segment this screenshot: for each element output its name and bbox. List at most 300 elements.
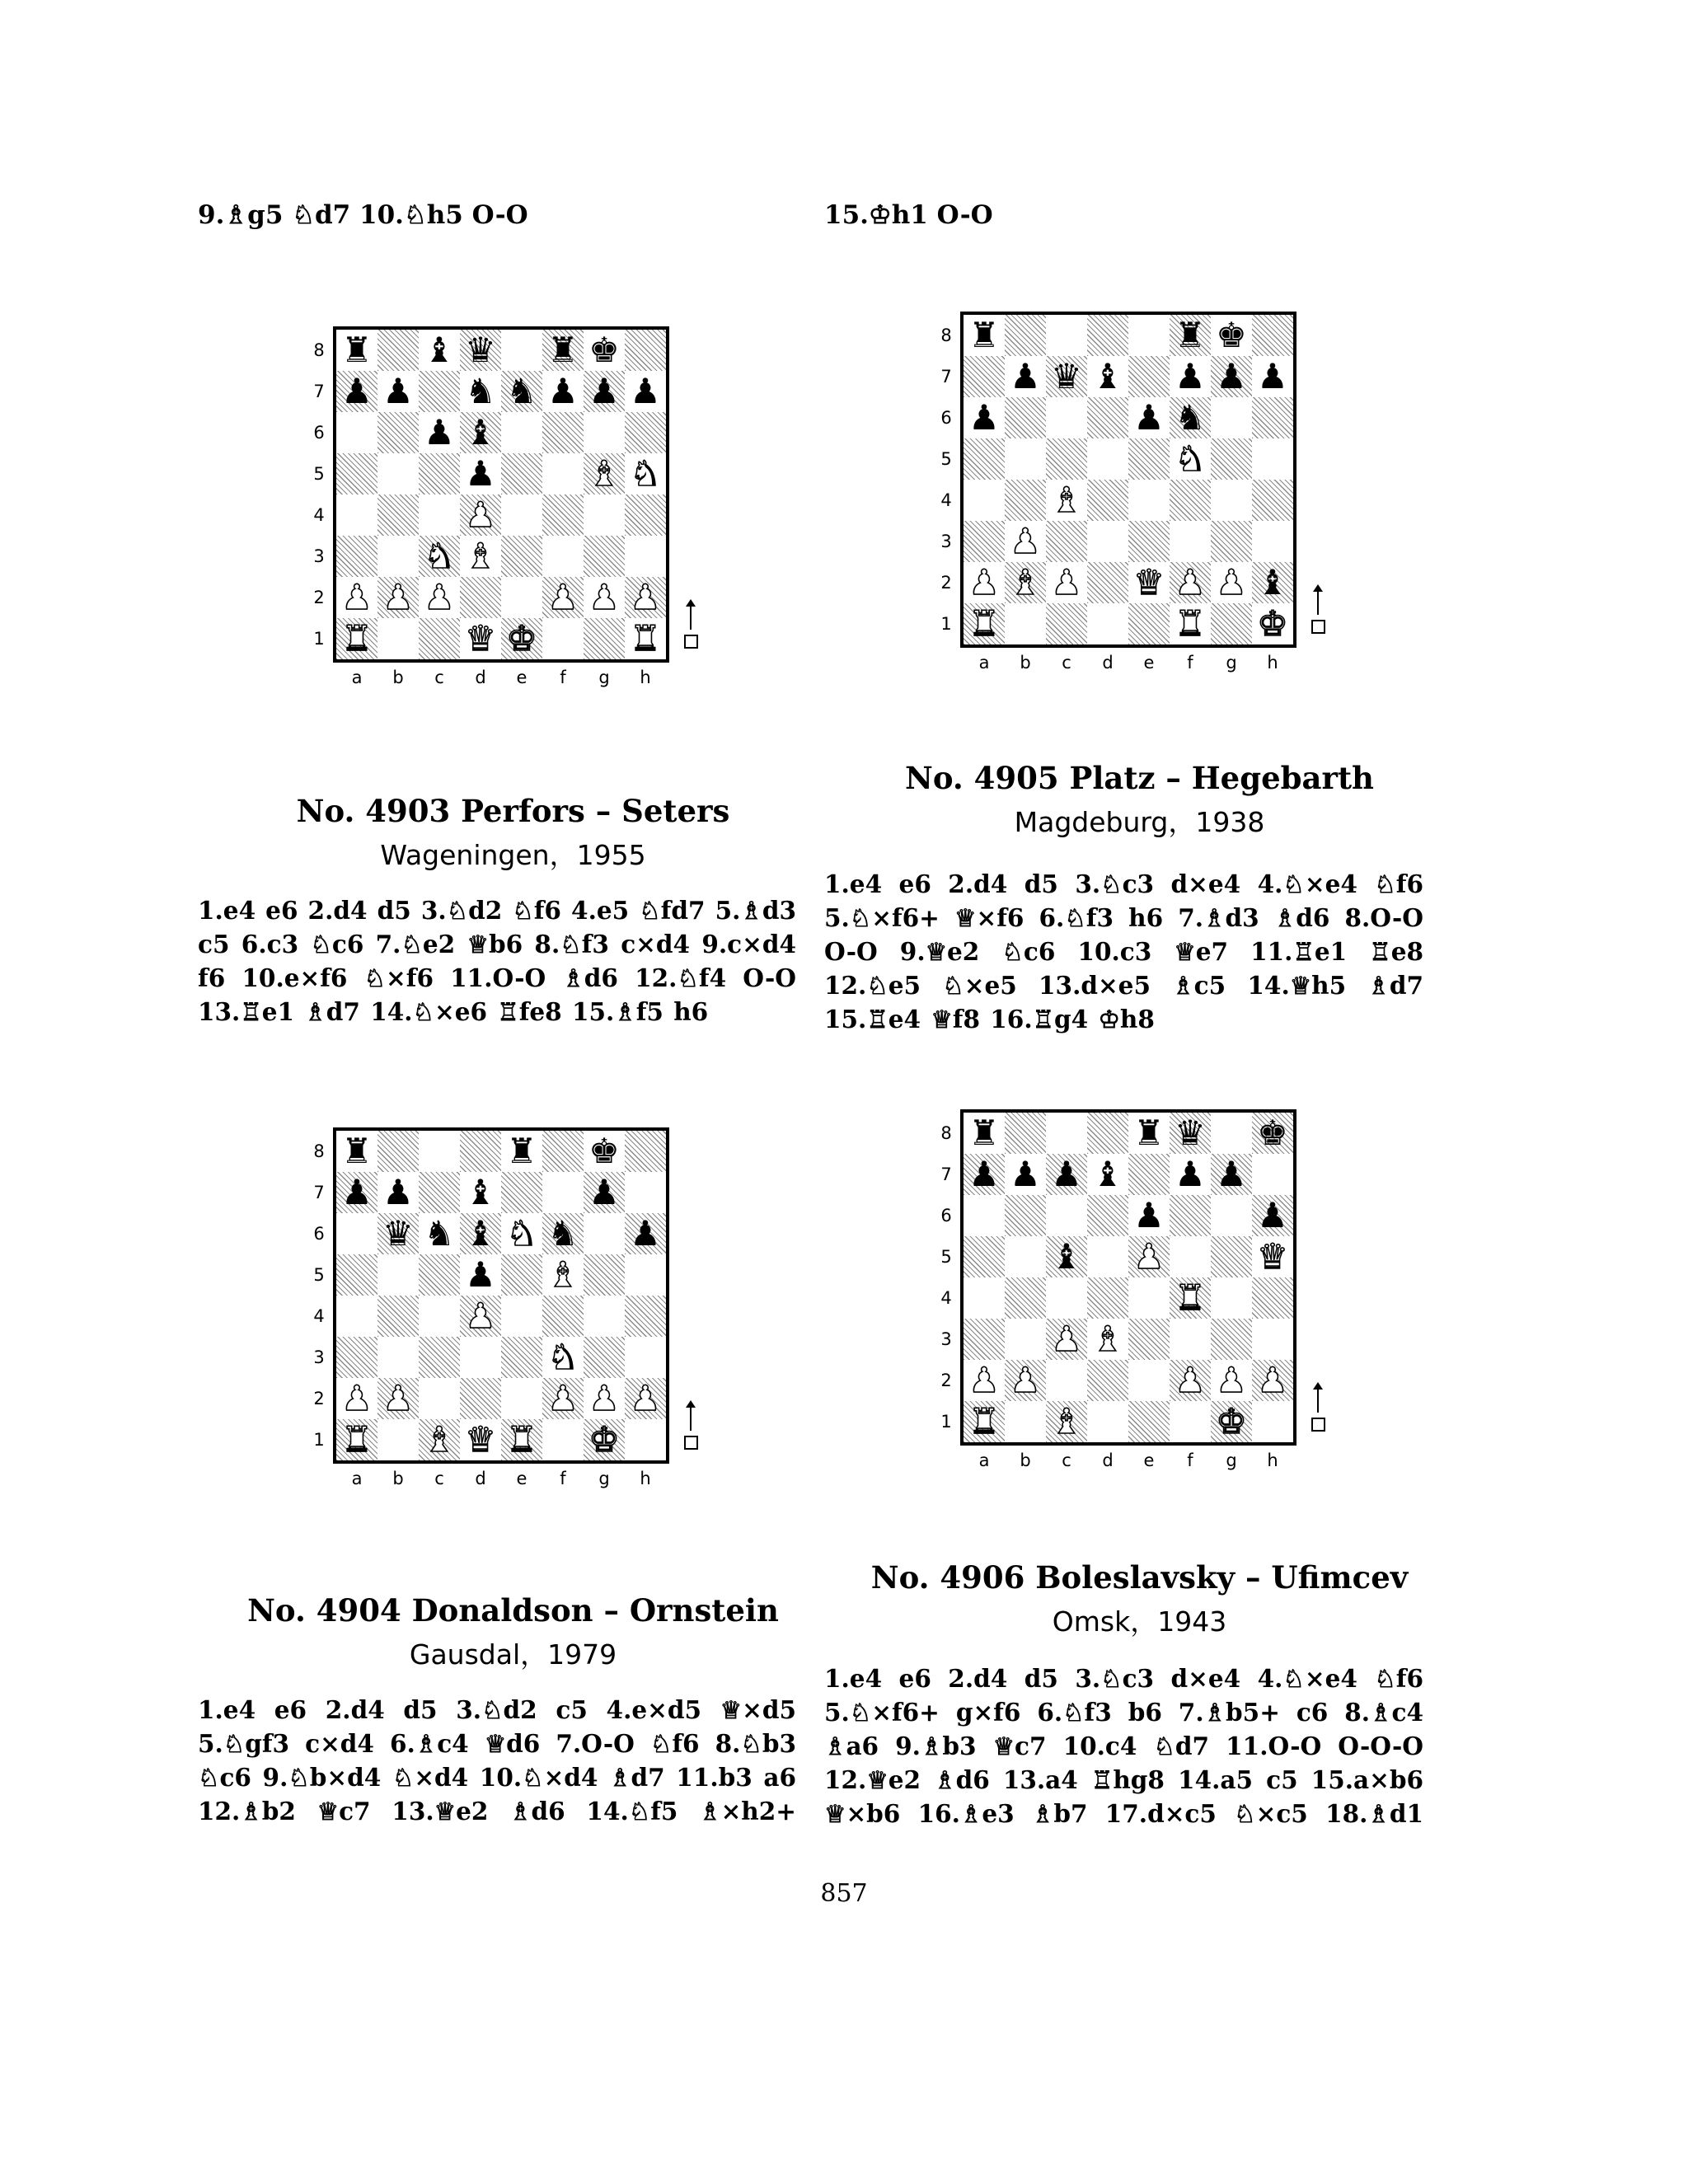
square-d1 [460,1419,501,1460]
square-c7 [1046,1154,1087,1195]
white-queen-icon: ♛ [1257,1236,1288,1277]
square-a4 [964,480,1005,521]
game-title-4905: No. 4905 Platz – Hegebarth [905,760,1374,796]
square-b5 [377,453,419,494]
square-e1 [1128,1401,1170,1442]
black-pawn-icon: ♟ [968,1154,1000,1194]
square-b3 [1005,521,1046,562]
white-rook-icon: ♜ [968,603,1000,644]
file-label: g [1226,653,1237,673]
black-pawn-icon: ♟ [1257,356,1288,396]
square-f3 [1170,1319,1211,1360]
square-f7 [1170,1154,1211,1195]
square-a4 [964,1277,1005,1319]
square-b7 [377,371,419,412]
game-event-4905: Magdeburg，1938 [1014,806,1265,838]
square-b4 [377,1296,419,1337]
black-knight-icon: ♞ [1175,397,1206,438]
square-f7 [542,371,584,412]
black-king-icon: ♚ [588,1131,620,1171]
square-f8 [542,330,584,371]
square-c3 [1046,521,1087,562]
square-e6 [1128,1195,1170,1236]
black-king-icon: ♚ [1216,315,1247,355]
square-e5 [501,453,542,494]
square-h8 [1252,315,1293,356]
square-c3 [1046,1319,1087,1360]
square-c5 [419,1254,460,1296]
rank-label: 5 [940,449,952,469]
square-g4 [1211,1277,1252,1319]
square-h3 [1252,521,1293,562]
square-h4 [1252,1277,1293,1319]
black-pawn-icon: ♟ [1175,356,1206,396]
white-queen-icon: ♛ [465,1419,496,1460]
white-knight-icon: ♞ [506,1213,537,1254]
file-label: g [598,668,610,687]
game-moves-4906 [824,1661,1423,1830]
white-pawn-icon: ♟ [547,577,579,617]
rank-label: 3 [940,1329,952,1349]
black-bishop-icon: ♝ [465,412,496,452]
file-label: d [475,668,486,687]
square-h7 [625,1172,666,1213]
black-pawn-icon: ♟ [1133,1195,1165,1235]
square-f8 [1170,1113,1211,1154]
page-number: 857 [820,1879,868,1908]
square-d1 [1087,1401,1128,1442]
moves-line: 12.♕e2 ♗d6 13.a4 ♖hg8 14.a5 c5 15.a×b6 [824,1765,1423,1794]
rank-label: 5 [313,464,325,484]
square-e4 [501,1296,542,1337]
square-c6 [1046,397,1087,438]
white-pawn-icon: ♟ [1175,562,1206,602]
white-pawn-icon: ♟ [465,494,496,535]
white-to-move-icon [1311,1418,1325,1432]
square-b8 [377,330,419,371]
black-king-icon: ♚ [588,330,620,370]
square-e8 [501,330,542,371]
black-rook-icon: ♜ [547,330,579,370]
square-h2 [1252,562,1293,603]
white-pawn-icon: ♟ [1175,1360,1206,1400]
white-to-move-icon [1311,620,1325,634]
chessboard [960,312,1296,648]
file-label: f [560,668,566,687]
square-c4 [419,1296,460,1337]
white-bishop-icon: ♝ [1010,562,1041,602]
black-bishop-icon: ♝ [424,330,455,370]
black-king-icon: ♚ [1257,1113,1288,1153]
moves-line: 5.♘×f6+ ♕×f6 6.♘f3 h6 7.♗d3 ♗d6 8.O-O [824,903,1423,932]
square-f2 [542,577,584,618]
square-g5 [1211,1236,1252,1277]
square-e3 [1128,521,1170,562]
file-label: c [434,668,444,687]
black-pawn-icon: ♟ [547,371,579,411]
black-bishop-icon: ♝ [465,1172,496,1212]
square-a5 [964,1236,1005,1277]
white-pawn-icon: ♟ [968,1360,1000,1400]
square-g4 [584,1296,625,1337]
square-c2 [419,577,460,618]
square-f1 [1170,603,1211,644]
square-h1 [1252,1401,1293,1442]
square-c7 [419,1172,460,1213]
square-a1 [336,618,377,659]
rank-label: 4 [313,1306,325,1326]
square-g8 [1211,1113,1252,1154]
moves-line: 1.e4 e6 2.d4 d5 3.♘c3 d×e4 4.♘×e4 ♘f6 [824,869,1423,898]
black-knight-icon: ♞ [547,1213,579,1254]
square-a7 [336,371,377,412]
file-label: d [1102,1451,1114,1470]
square-e5 [501,1254,542,1296]
moves-line: f6 10.e×f6 ♘×f6 11.O-O ♗d6 12.♘f4 O-O [198,963,796,992]
square-h7 [625,371,666,412]
square-d7 [1087,356,1128,397]
white-bishop-icon: ♝ [1051,480,1082,520]
square-h7 [1252,356,1293,397]
black-pawn-icon: ♟ [382,1172,414,1212]
file-label: e [516,1469,528,1488]
white-knight-icon: ♞ [547,1337,579,1377]
square-e1 [1128,603,1170,644]
file-label: b [392,1469,404,1488]
square-f3 [542,1337,584,1378]
square-e7 [501,1172,542,1213]
square-b6 [1005,1195,1046,1236]
square-a3 [336,536,377,577]
square-b3 [377,536,419,577]
square-d5 [460,1254,501,1296]
square-b1 [1005,603,1046,644]
file-label: e [1143,1451,1155,1470]
square-b2 [377,1378,419,1419]
square-a6 [336,1213,377,1254]
square-c1 [419,1419,460,1460]
white-pawn-icon: ♟ [341,577,373,617]
square-e8 [501,1131,542,1172]
square-a6 [964,397,1005,438]
square-b3 [1005,1319,1046,1360]
white-pawn-icon: ♟ [382,1378,414,1418]
square-c8 [419,330,460,371]
square-g8 [584,1131,625,1172]
square-f6 [1170,1195,1211,1236]
square-g1 [1211,1401,1252,1442]
square-c5 [419,453,460,494]
square-f7 [1170,356,1211,397]
file-label: h [1267,1451,1278,1470]
white-rook-icon: ♜ [341,618,373,658]
rank-label: 7 [940,1165,952,1184]
square-c3 [419,536,460,577]
square-d3 [1087,521,1128,562]
rank-label: 3 [313,1347,325,1367]
black-rook-icon: ♜ [506,1131,537,1171]
square-b4 [377,494,419,536]
square-g3 [584,1337,625,1378]
black-pawn-icon: ♟ [341,371,373,411]
square-a2 [336,1378,377,1419]
rank-label: 2 [940,1371,952,1390]
square-e6 [501,1213,542,1254]
white-pawn-icon: ♟ [630,1378,661,1418]
square-a7 [336,1172,377,1213]
square-a6 [336,412,377,453]
square-f1 [542,1419,584,1460]
square-d7 [1087,1154,1128,1195]
rank-label: 3 [313,546,325,566]
game-event-4903: Wageningen，1955 [380,839,646,871]
turn-arrow-icon [690,1406,692,1431]
white-rook-icon: ♜ [1175,1277,1206,1318]
white-bishop-icon: ♝ [1092,1319,1123,1359]
white-bishop-icon: ♝ [424,1419,455,1460]
square-h2 [625,577,666,618]
square-d1 [1087,603,1128,644]
black-rook-icon: ♜ [968,315,1000,355]
square-d2 [460,577,501,618]
square-h6 [1252,1195,1293,1236]
rank-label: 7 [313,1183,325,1202]
white-bishop-icon: ♝ [1051,1401,1082,1441]
square-h6 [625,1213,666,1254]
square-h4 [625,1296,666,1337]
square-e3 [501,1337,542,1378]
game-moves-4903 [198,893,796,1029]
white-rook-icon: ♜ [968,1401,1000,1441]
square-e4 [1128,1277,1170,1319]
square-f8 [542,1131,584,1172]
square-f8 [1170,315,1211,356]
square-e2 [1128,1360,1170,1401]
square-f6 [1170,397,1211,438]
white-rook-icon: ♜ [630,618,661,658]
white-knight-icon: ♞ [1175,438,1206,479]
square-c2 [1046,562,1087,603]
file-label: h [640,1469,651,1488]
square-c4 [419,494,460,536]
square-h1 [625,618,666,659]
file-label: h [1267,653,1278,673]
square-e3 [501,536,542,577]
square-g7 [584,1172,625,1213]
white-pawn-icon: ♟ [1133,1236,1165,1277]
black-pawn-icon: ♟ [465,1254,496,1295]
game-title-4903: No. 4903 Perfors – Seters [296,793,730,829]
black-rook-icon: ♜ [968,1113,1000,1153]
rank-label: 8 [940,1123,952,1143]
square-f5 [1170,1236,1211,1277]
square-b2 [377,577,419,618]
black-pawn-icon: ♟ [588,1172,620,1212]
white-pawn-icon: ♟ [588,577,620,617]
square-h8 [1252,1113,1293,1154]
square-e8 [1128,315,1170,356]
square-g4 [584,494,625,536]
square-a8 [964,1113,1005,1154]
black-bishop-icon: ♝ [1257,562,1288,602]
moves-line: ♘c6 9.♘b×d4 ♘×d4 10.♘×d4 ♗d7 11.b3 a6 [198,1763,796,1792]
moves-line: 1.e4 e6 2.d4 d5 3.♘c3 d×e4 4.♘×e4 ♘f6 [824,1664,1423,1693]
square-e6 [501,412,542,453]
square-g3 [584,536,625,577]
square-c2 [1046,1360,1087,1401]
square-c1 [419,618,460,659]
white-pawn-icon: ♟ [1010,1360,1041,1400]
white-pawn-icon: ♟ [968,562,1000,602]
square-h1 [1252,603,1293,644]
moves-line: 12.♘e5 ♘×e5 13.d×e5 ♗c5 14.♕h5 ♗d7 [824,971,1423,1000]
black-knight-icon: ♞ [424,1213,455,1254]
white-pawn-icon: ♟ [1216,1360,1247,1400]
square-f6 [542,412,584,453]
moves-line: 5.♘×f6+ g×f6 6.♘f3 b6 7.♗b5+ c6 8.♗c4 [824,1698,1423,1727]
square-c6 [1046,1195,1087,1236]
square-g5 [584,1254,625,1296]
square-e4 [501,494,542,536]
square-e2 [501,577,542,618]
square-f4 [542,1296,584,1337]
square-d4 [1087,1277,1128,1319]
square-e7 [1128,1154,1170,1195]
file-label: e [516,668,528,687]
white-bishop-icon: ♝ [588,453,620,494]
square-e7 [1128,356,1170,397]
square-a4 [336,494,377,536]
white-to-move-icon [684,1436,698,1450]
square-a5 [336,1254,377,1296]
black-queen-icon: ♛ [1175,1113,1206,1153]
black-pawn-icon: ♟ [1010,1154,1041,1194]
square-a3 [964,1319,1005,1360]
moves-line: 1.e4 e6 2.d4 d5 3.♘d2 ♘f6 4.e5 ♘fd7 5.♗d3 [198,896,796,925]
file-label: f [1187,1451,1193,1470]
square-g7 [1211,356,1252,397]
rank-label: 4 [940,1288,952,1308]
square-b2 [1005,562,1046,603]
rank-label: 5 [940,1247,952,1267]
square-b8 [1005,1113,1046,1154]
moves-line: ♗a6 9.♗b3 ♕c7 10.c4 ♘d7 11.O-O O-O-O [824,1732,1423,1760]
white-pawn-icon: ♟ [424,577,455,617]
square-f3 [1170,521,1211,562]
turn-arrow-icon [1317,1388,1319,1413]
white-rook-icon: ♜ [506,1419,537,1460]
square-f2 [542,1378,584,1419]
square-h8 [625,330,666,371]
square-f1 [1170,1401,1211,1442]
white-bishop-icon: ♝ [465,536,496,576]
turn-arrow-icon [690,605,692,630]
square-a5 [964,438,1005,480]
square-h2 [625,1378,666,1419]
black-bishop-icon: ♝ [1092,356,1123,396]
square-f5 [542,1254,584,1296]
white-king-icon: ♚ [506,618,537,658]
square-d2 [1087,562,1128,603]
square-b6 [377,412,419,453]
white-pawn-icon: ♟ [1216,562,1247,602]
white-pawn-icon: ♟ [1257,1360,1288,1400]
white-queen-icon: ♛ [465,618,496,658]
white-queen-icon: ♛ [1133,562,1165,602]
black-pawn-icon: ♟ [1133,397,1165,438]
white-rook-icon: ♜ [341,1419,373,1460]
white-bishop-icon: ♝ [547,1254,579,1295]
white-pawn-icon: ♟ [382,577,414,617]
black-pawn-icon: ♟ [1051,1154,1082,1194]
square-a7 [964,356,1005,397]
rank-label: 1 [940,1412,952,1432]
square-c5 [1046,438,1087,480]
black-pawn-icon: ♟ [1257,1195,1288,1235]
square-a8 [336,330,377,371]
square-h5 [625,1254,666,1296]
square-a3 [336,1337,377,1378]
square-h5 [1252,438,1293,480]
square-b7 [1005,1154,1046,1195]
square-c1 [1046,1401,1087,1442]
square-f4 [542,494,584,536]
file-label: g [598,1469,610,1488]
square-b5 [1005,438,1046,480]
top-left-continuation: 9.♗g5 ♘d7 10.♘h5 O-O [198,200,528,230]
file-label: d [475,1469,486,1488]
black-pawn-icon: ♟ [424,412,455,452]
white-knight-icon: ♞ [424,536,455,576]
file-label: b [392,668,404,687]
black-queen-icon: ♛ [465,330,496,370]
black-bishop-icon: ♝ [465,1213,496,1254]
square-g2 [584,577,625,618]
rank-label: 8 [313,340,325,360]
moves-line: 1.e4 e6 2.d4 d5 3.♘d2 c5 4.e×d5 ♕×d5 [198,1695,796,1724]
square-c8 [1046,315,1087,356]
square-a5 [336,453,377,494]
square-b2 [1005,1360,1046,1401]
black-knight-icon: ♞ [506,371,537,411]
rank-label: 4 [940,490,952,510]
black-rook-icon: ♜ [1133,1113,1165,1153]
square-e2 [501,1378,542,1419]
file-label: a [351,1469,363,1488]
square-f5 [542,453,584,494]
rank-label: 4 [313,505,325,525]
top-right-continuation: 15.♔h1 O-O [824,200,993,230]
file-label: d [1102,653,1114,673]
chessboard [333,1127,669,1464]
square-h3 [625,1337,666,1378]
rank-label: 8 [940,326,952,345]
square-h7 [1252,1154,1293,1195]
square-g5 [1211,438,1252,480]
square-d5 [1087,1236,1128,1277]
square-a4 [336,1296,377,1337]
square-b7 [377,1172,419,1213]
square-g4 [1211,480,1252,521]
game-title-4906: No. 4906 Boleslavsky – Ufimcev [870,1559,1409,1596]
file-label: h [640,668,651,687]
square-d6 [460,1213,501,1254]
square-h3 [625,536,666,577]
black-knight-icon: ♞ [465,371,496,411]
game-event-4906: Omsk，1943 [1052,1605,1227,1638]
game-moves-4904 [198,1693,796,1828]
file-label: c [1062,1451,1071,1470]
